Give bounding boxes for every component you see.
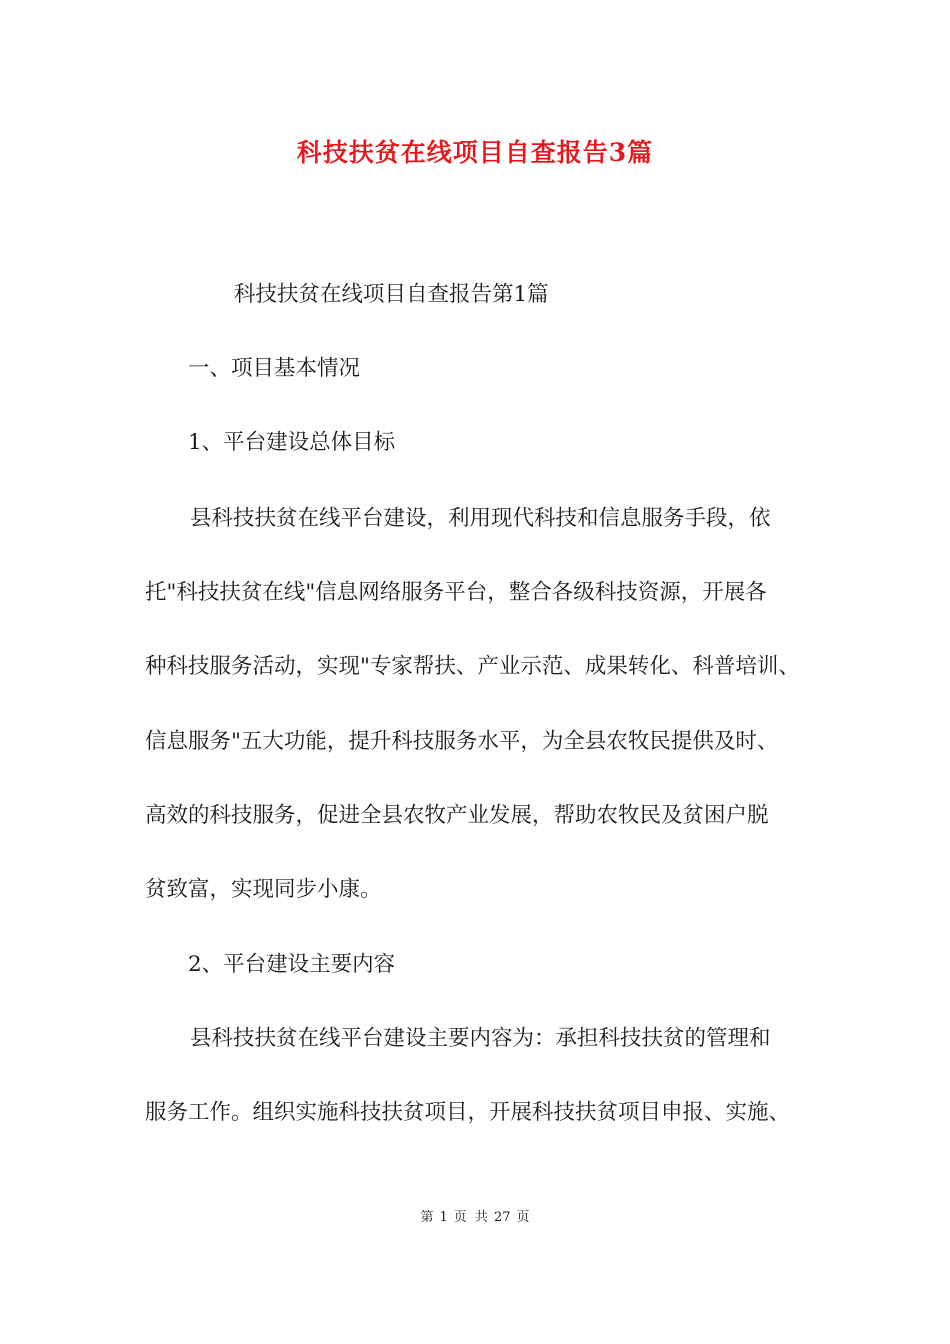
- page-label-suffix: 页: [516, 1210, 530, 1225]
- heading-project-overview: 一、项目基本情况: [188, 356, 361, 381]
- section-heading: 科技扶贫在线项目自查报告第1篇: [234, 282, 549, 307]
- paragraph-line: 托"科技扶贫在线"信息网络服务平台，整合各级科技资源，开展各: [145, 580, 767, 605]
- paragraph-line: 服务工作。组织实施科技扶贫项目，开展科技扶贫项目申报、实施、: [145, 1100, 791, 1125]
- total-pages-number: 27: [493, 1210, 511, 1225]
- paragraph-line: 信息服务"五大功能，提升科技服务水平，为全县农牧民提供及时、: [145, 729, 779, 754]
- document-title: 科技扶贫在线项目自查报告3篇: [296, 138, 654, 167]
- page-label-mid: 页 共: [453, 1210, 488, 1225]
- page-label-prefix: 第: [420, 1210, 434, 1225]
- page-footer: [0, 1209, 950, 1227]
- paragraph-line: 高效的科技服务，促进全县农牧产业发展，帮助农牧民及贫困户脱: [145, 803, 769, 828]
- paragraph-line: 种科技服务活动，实现"专家帮扶、产业示范、成果转化、科普培训、: [145, 654, 800, 679]
- subheading-platform-content: 2、平台建设主要内容: [188, 952, 396, 977]
- subheading-platform-goal: 1、平台建设总体目标: [188, 430, 396, 455]
- paragraph-line: 贫致富，实现同步小康。: [145, 877, 382, 902]
- current-page-number: 1: [439, 1210, 448, 1225]
- paragraph-line: 县科技扶贫在线平台建设主要内容为：承担科技扶贫的管理和: [190, 1026, 771, 1051]
- paragraph-line: 县科技扶贫在线平台建设，利用现代科技和信息服务手段，依: [190, 506, 771, 531]
